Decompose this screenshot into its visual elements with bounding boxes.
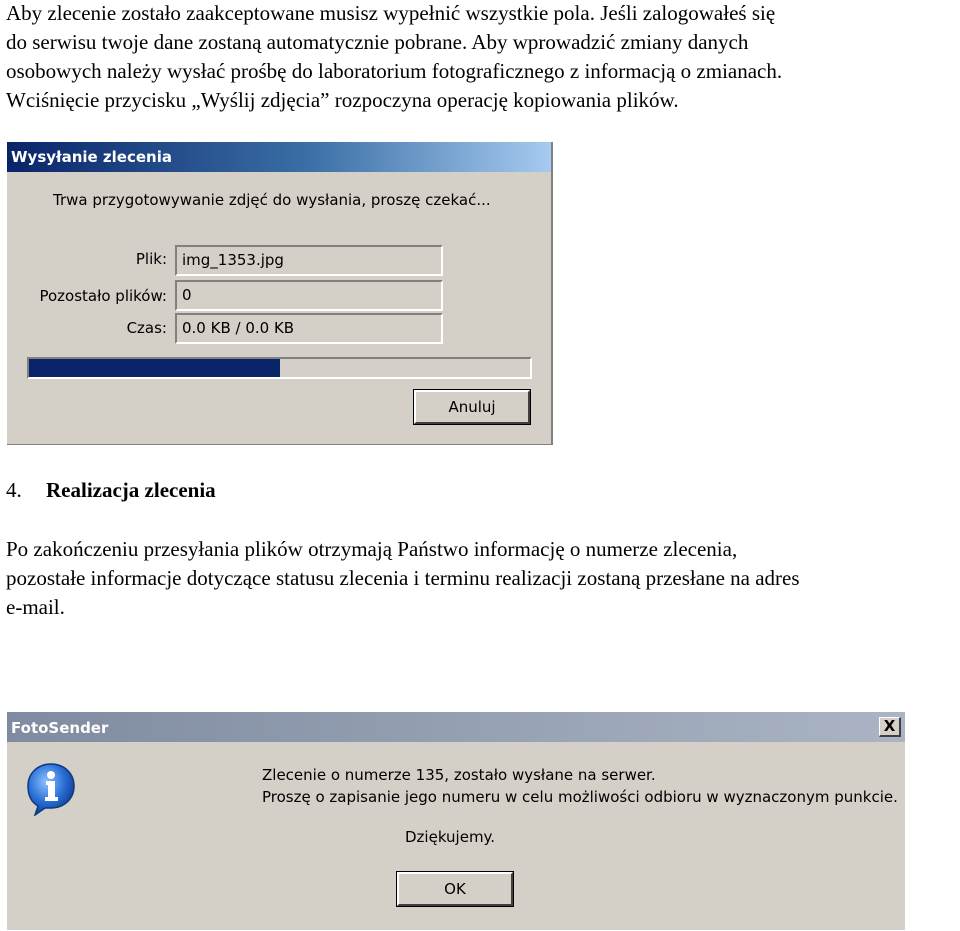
progress-fill bbox=[29, 359, 280, 377]
section-number: 4. bbox=[6, 478, 22, 502]
status-text: Trwa przygotowywanie zdjęć do wysłania, proszę czekać... bbox=[53, 191, 491, 209]
message-dialog-titlebar: FotoSender bbox=[7, 712, 905, 742]
intro-line: Aby zlecenie zostało zaakceptowane musisz wypełnić wszystkie pola. Jeśli zalogowałeś się bbox=[6, 1, 776, 25]
outro-paragraph bbox=[6, 535, 958, 622]
remaining-files-label: Pozostało plików: bbox=[39, 287, 167, 305]
intro-line: do serwisu twoje dane zostaną automatycznie pobrane. Aby wprowadzić zmiany danych bbox=[6, 30, 749, 54]
intro-paragraph bbox=[6, 0, 958, 115]
section-title: Realizacja zlecenia bbox=[46, 478, 216, 502]
file-field: img_1353.jpg bbox=[175, 245, 443, 276]
section-heading bbox=[6, 476, 958, 505]
upload-dialog-titlebar: Wysyłanie zlecenia bbox=[7, 142, 551, 172]
message-line-1: Zlecenie o numerze 135, zostało wysłane na serwer. bbox=[262, 766, 656, 784]
upload-progress-bar bbox=[27, 357, 532, 379]
cancel-button[interactable]: Anuluj bbox=[414, 390, 530, 424]
time-field: 0.0 KB / 0.0 KB bbox=[175, 313, 443, 344]
remaining-files-field: 0 bbox=[175, 280, 443, 311]
message-dialog bbox=[7, 712, 905, 930]
ok-button[interactable]: OK bbox=[397, 872, 513, 906]
upload-dialog bbox=[7, 142, 553, 445]
time-label: Czas: bbox=[126, 319, 167, 337]
outro-line: e-mail. bbox=[6, 595, 65, 619]
message-thanks: Dziękujemy. bbox=[405, 828, 496, 846]
intro-line: Wciśnięcie przycisku „Wyślij zdjęcia” rozpoczyna operację kopiowania plików. bbox=[6, 88, 679, 112]
outro-line: pozostałe informacje dotyczące statusu zlecenia i terminu realizacji zostaną przesłane na adres bbox=[6, 566, 800, 590]
outro-line: Po zakończeniu przesyłania plików otrzymają Państwo informację o numerze zlecenia, bbox=[6, 537, 738, 561]
message-line-2: Proszę o zapisanie jego numeru w celu możliwości odbioru w wyznaczonym punkcie. bbox=[262, 788, 898, 806]
close-icon: X bbox=[883, 717, 896, 735]
intro-line: osobowych należy wysłać prośbę do laboratorium fotograficznego z informacją o zmianach. bbox=[6, 59, 783, 83]
info-icon bbox=[25, 762, 77, 816]
file-label: Plik: bbox=[135, 250, 167, 268]
close-button[interactable] bbox=[879, 717, 901, 737]
